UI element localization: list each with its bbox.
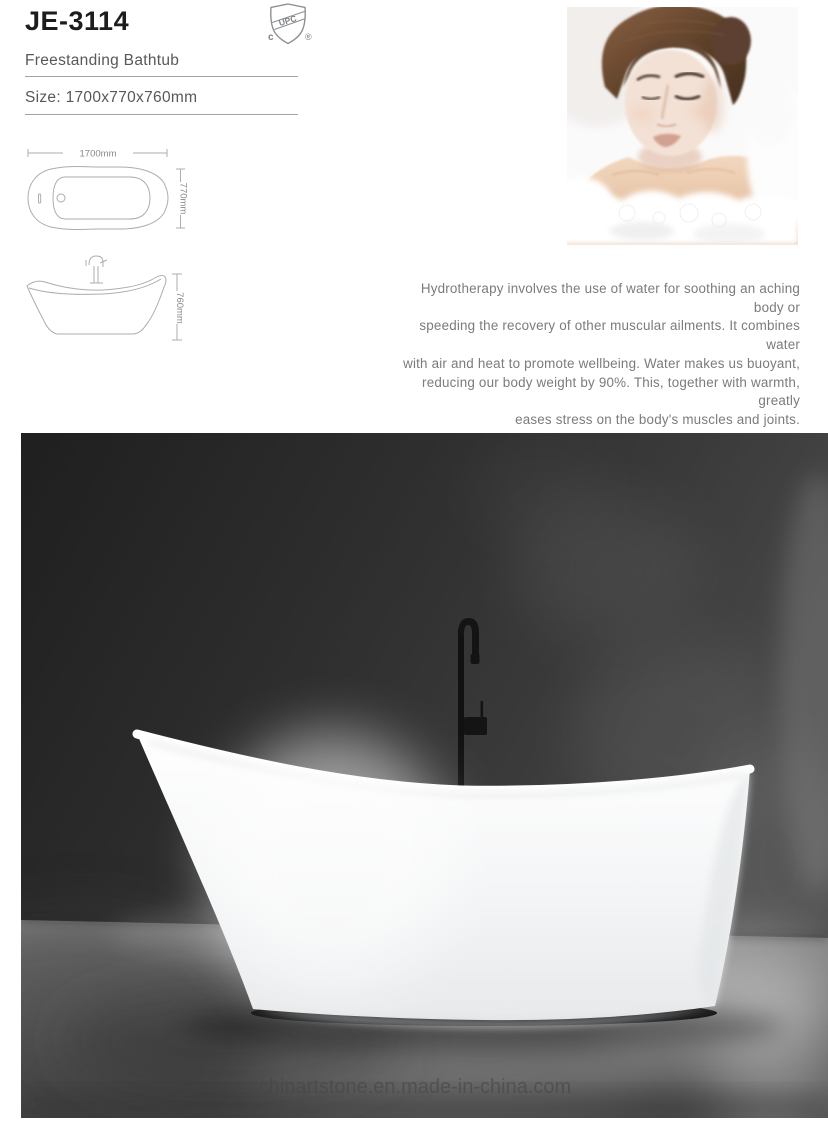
product-code-title: JE-3114 [25,6,130,36]
side-view-drawing [25,252,190,352]
height-dimension [172,274,185,340]
height-dimension-label: 760mm [174,292,185,324]
tub-side-outline [27,275,166,334]
drain-icon [57,194,65,202]
divider [25,76,298,77]
faucet-drawing [86,256,107,283]
size-label: Size: 1700x770x760mm [25,89,198,106]
tub-top-outline [28,167,168,230]
depth-dimension [176,169,189,228]
bathtub-product-photo [21,433,828,1118]
top-view-drawing [25,145,190,247]
hair-bun [711,17,751,65]
description-line: eases stress on the body's muscles and joints. [515,411,800,427]
overflow-icon [39,194,41,203]
description-line: reducing our body weight by 90%. This, together with warmth, greatly [422,374,800,409]
cupc-certification-shield [264,2,312,46]
hydrotherapy-description [400,280,800,430]
description-line: with air and heat to promote wellbeing. Water makes us buoyant, [403,355,800,371]
bathing-woman-photo [567,7,798,245]
upc-band-label: UPC [277,13,298,29]
registered-mark-label: ® [305,32,312,42]
description-line: speeding the recovery of other muscular ailments. It combines water [419,318,800,353]
width-dimension-label: 1700mm [79,148,117,160]
c-mark-label: c [268,32,274,43]
watermark: chinartstone.en.made-in-china.com [258,1076,572,1098]
product-type-subtitle: Freestanding Bathtub [25,52,180,69]
depth-dimension-label: 770mm [177,182,189,215]
divider [25,114,298,115]
width-dimension [28,149,167,160]
description-line: Hydrotherapy involves the use of water for soothing an aching body or [420,281,800,315]
